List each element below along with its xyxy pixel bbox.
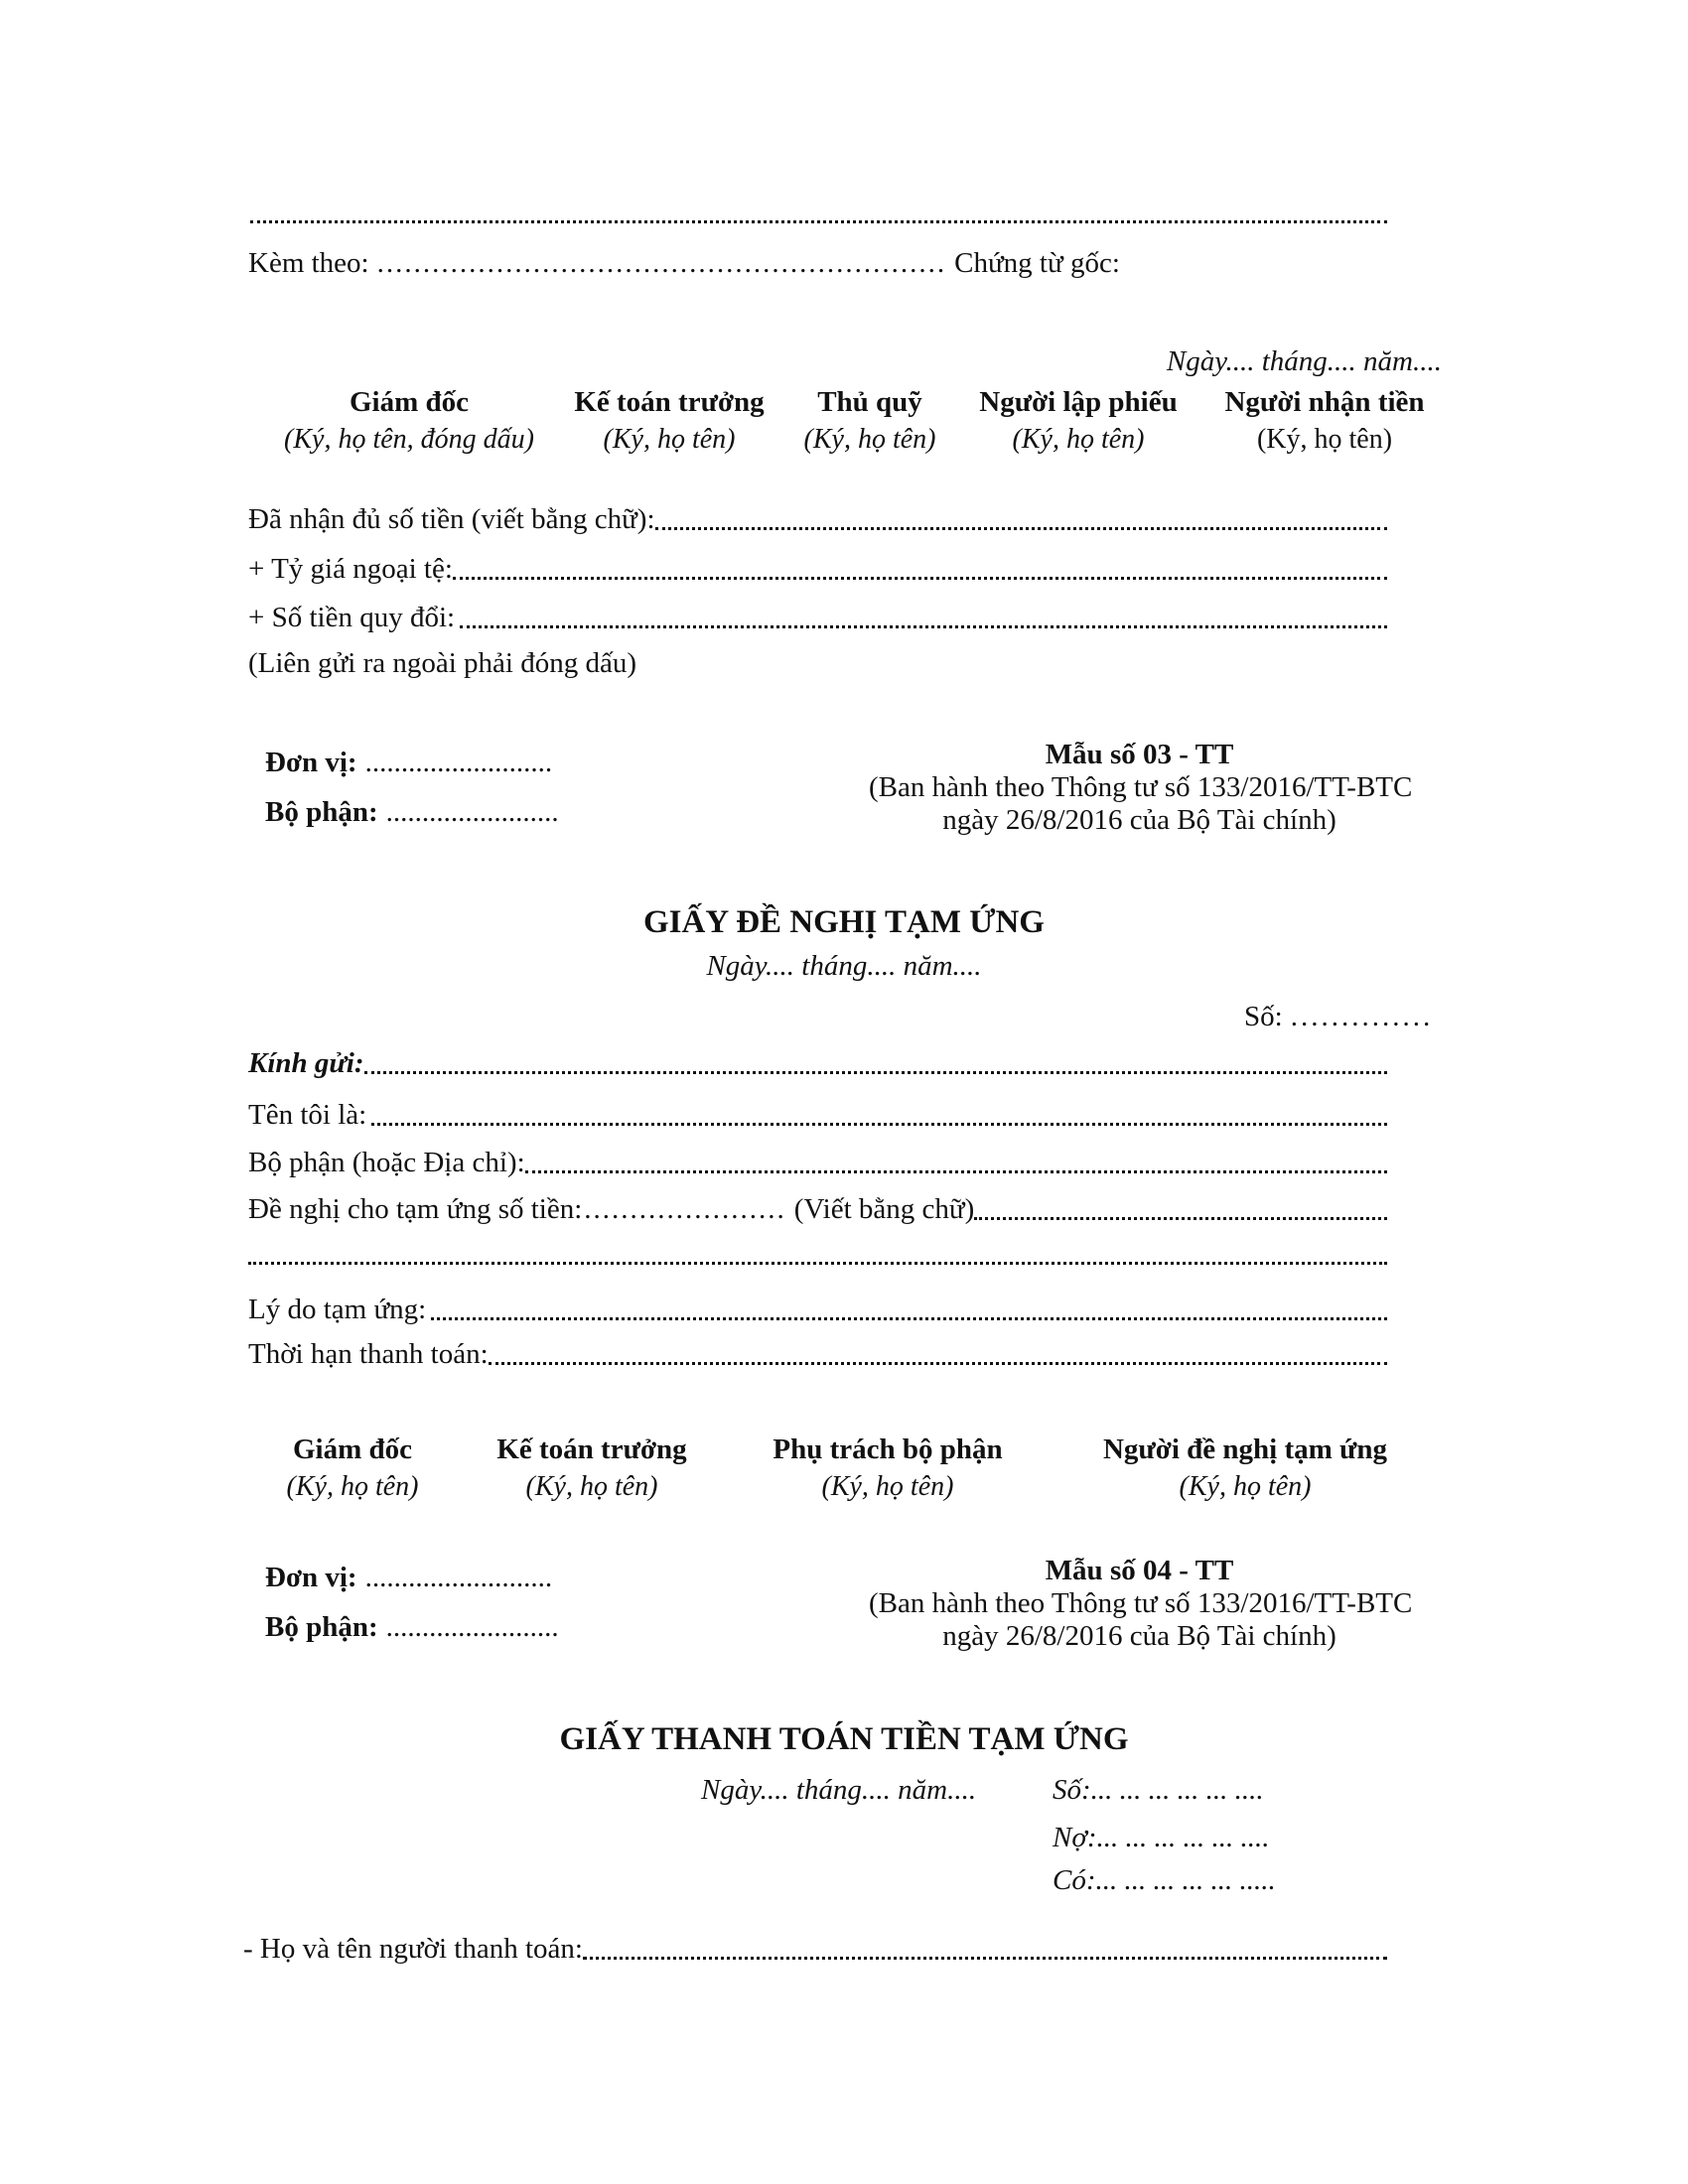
department-line-03 (265, 792, 567, 832)
number-blank: ... ... ... ... ... .... (1090, 1774, 1264, 1806)
signature-title: Người lập phiếu (979, 386, 1178, 418)
reason-line (248, 1290, 1387, 1329)
signature-subtitle: (Ký, họ tên) (603, 424, 736, 455)
credit-line (1053, 1860, 1276, 1900)
dotted-fill-line (250, 220, 1387, 223)
attached-docs-label: Kèm theo: (248, 247, 369, 279)
department-address-line (248, 1143, 1387, 1182)
form-number: Mẫu số 04 - TT (1045, 1555, 1234, 1586)
exchange-rate-label: + Tỷ giá ngoại tệ: (248, 553, 453, 585)
number-line-advance-request (1244, 997, 1441, 1036)
attached-docs-blank: .............................................................. (376, 247, 947, 279)
name-line (248, 1095, 1387, 1135)
signature-title: Thủ quỹ (817, 386, 922, 418)
form-number-block-04 (869, 1555, 1413, 1653)
signature-subtitle: (Ký, họ tên) (1256, 424, 1393, 455)
original-doc-label: Chứng từ gốc: (954, 247, 1120, 279)
dotted-fill-line (371, 1123, 1387, 1126)
copy-note-label: (Liên gửi ra ngoài phải đóng dấu) (248, 647, 636, 679)
request-amount-label: Đề nghị cho tạm ứng số tiền: (248, 1193, 583, 1225)
deadline-label: Thời hạn thanh toán: (248, 1338, 489, 1370)
date-line-top (250, 341, 1442, 381)
signature-block-preparer (979, 383, 1177, 459)
credit-label: Có: (1053, 1864, 1096, 1896)
unit-blank: .......................... (364, 1562, 553, 1593)
signature-subtitle: (Ký, họ tên) (1179, 1471, 1312, 1502)
issuance-note-line2: ngày 26/8/2016 của Bộ Tài chính) (942, 804, 1336, 836)
signature-subtitle: (Ký, họ tên, đóng dấu) (284, 424, 534, 455)
signature-block-chief-accountant (574, 383, 764, 459)
signature-block-chief-accountant-2 (496, 1431, 686, 1506)
signature-block-receiver (1224, 383, 1424, 459)
unit-line-04 (265, 1558, 560, 1597)
date-line-text: Ngày.... tháng.... năm.... (701, 1774, 977, 1806)
signature-block-director-2 (287, 1431, 419, 1506)
amount-words-continuation-line (248, 1234, 1387, 1274)
number-label: Số: (1053, 1774, 1091, 1806)
form-number-block-03 (869, 739, 1413, 837)
signature-subtitle: (Ký, họ tên) (286, 1471, 419, 1502)
signature-title: Kế toán trưởng (574, 386, 765, 418)
dotted-fill-line (525, 1170, 1387, 1173)
signature-title: Người nhận tiền (1224, 386, 1425, 418)
department-line-04 (265, 1607, 567, 1647)
department-address-label: Bộ phận (hoặc Địa chỉ): (248, 1147, 525, 1178)
request-amount-line (248, 1189, 1387, 1229)
signature-subtitle: (Ký, họ tên) (803, 424, 936, 455)
to-line (248, 1043, 1387, 1083)
debit-label: Nợ: (1053, 1822, 1097, 1853)
signature-title: Phụ trách bộ phận (773, 1433, 1003, 1465)
dotted-fill-line (655, 527, 1387, 530)
department-label: Bộ phận: (265, 1611, 378, 1643)
signature-title: Người đề nghị tạm ứng (1102, 1433, 1388, 1465)
number-label: Số: (1244, 1001, 1283, 1032)
debit-blank: ... ... ... ... ... .... (1096, 1822, 1270, 1853)
to-label: Kính gửi: (248, 1047, 364, 1079)
form-title-advance-settlement: GIẤY THANH TOÁN TIỀN TẠM ỨNG (559, 1721, 1129, 1757)
payer-name-line (243, 1929, 1387, 1969)
deadline-line (248, 1334, 1387, 1374)
dotted-fill-line (583, 1957, 1387, 1960)
dotted-fill-line (431, 1317, 1387, 1320)
dotted-fill-line (453, 577, 1387, 580)
issuance-note-line2: ngày 26/8/2016 của Bộ Tài chính) (942, 1620, 1336, 1652)
request-amount-blank: ...................... (584, 1193, 786, 1225)
dotted-fill-line (489, 1362, 1387, 1365)
signature-title: Giám đốc (349, 386, 470, 418)
department-label: Bộ phận: (265, 796, 378, 828)
date-line-advance-request: Ngày.... tháng.... năm.... (706, 950, 982, 982)
signature-block-department-head (773, 1431, 1002, 1506)
signature-block-requester (1103, 1431, 1387, 1506)
unit-line-03 (265, 743, 560, 782)
signature-subtitle: (Ký, họ tên) (525, 1471, 658, 1502)
attached-docs-line (248, 243, 1120, 283)
top-dotted-rule (250, 193, 1387, 232)
debit-line (1053, 1818, 1269, 1857)
department-blank: ........................ (385, 796, 559, 828)
payer-name-label: - Họ và tên người thanh toán: (243, 1933, 583, 1965)
date-line-advance-settlement (701, 1770, 976, 1810)
copy-note-line (248, 643, 636, 683)
issuance-note-line1: (Ban hành theo Thông tư số 133/2016/TT-BTC (869, 771, 1413, 803)
received-amount-line (248, 499, 1387, 539)
reason-label: Lý do tạm ứng: (248, 1294, 427, 1325)
unit-label: Đơn vị: (265, 1562, 357, 1593)
signature-block-cashier (804, 383, 936, 459)
converted-amount-line (248, 598, 1387, 637)
unit-label: Đơn vị: (265, 747, 357, 778)
received-amount-label: Đã nhận đủ số tiền (viết bằng chữ): (248, 503, 655, 535)
dotted-fill-line (364, 1071, 1388, 1074)
signature-title: Kế toán trưởng (496, 1433, 687, 1465)
number-line-settlement (1053, 1770, 1264, 1810)
dotted-fill-line (248, 1262, 1387, 1265)
credit-blank: ... ... ... ... ... ..... (1095, 1864, 1276, 1896)
signature-block-director (284, 383, 534, 459)
department-blank: ........................ (385, 1611, 559, 1643)
date-line-text: Ngày.... tháng.... năm.... (1166, 345, 1442, 377)
signature-subtitle: (Ký, họ tên) (1012, 424, 1145, 455)
in-words-label: (Viết bằng chữ) (793, 1193, 975, 1225)
exchange-rate-line (248, 549, 1387, 589)
number-blank: .............. (1290, 1001, 1434, 1032)
issuance-note-line1: (Ban hành theo Thông tư số 133/2016/TT-BTC (869, 1587, 1413, 1619)
dotted-fill-line (974, 1217, 1387, 1220)
unit-blank: .......................... (364, 747, 553, 778)
form-title-advance-request: GIẤY ĐỀ NGHỊ TẠM ỨNG (643, 904, 1045, 940)
name-label: Tên tôi là: (248, 1099, 367, 1131)
dotted-fill-line (460, 625, 1387, 628)
converted-amount-label: + Số tiền quy đổi: (248, 602, 456, 633)
form-number: Mẫu số 03 - TT (1045, 739, 1234, 770)
signature-title: Giám đốc (292, 1433, 413, 1465)
signature-subtitle: (Ký, họ tên) (821, 1471, 954, 1502)
